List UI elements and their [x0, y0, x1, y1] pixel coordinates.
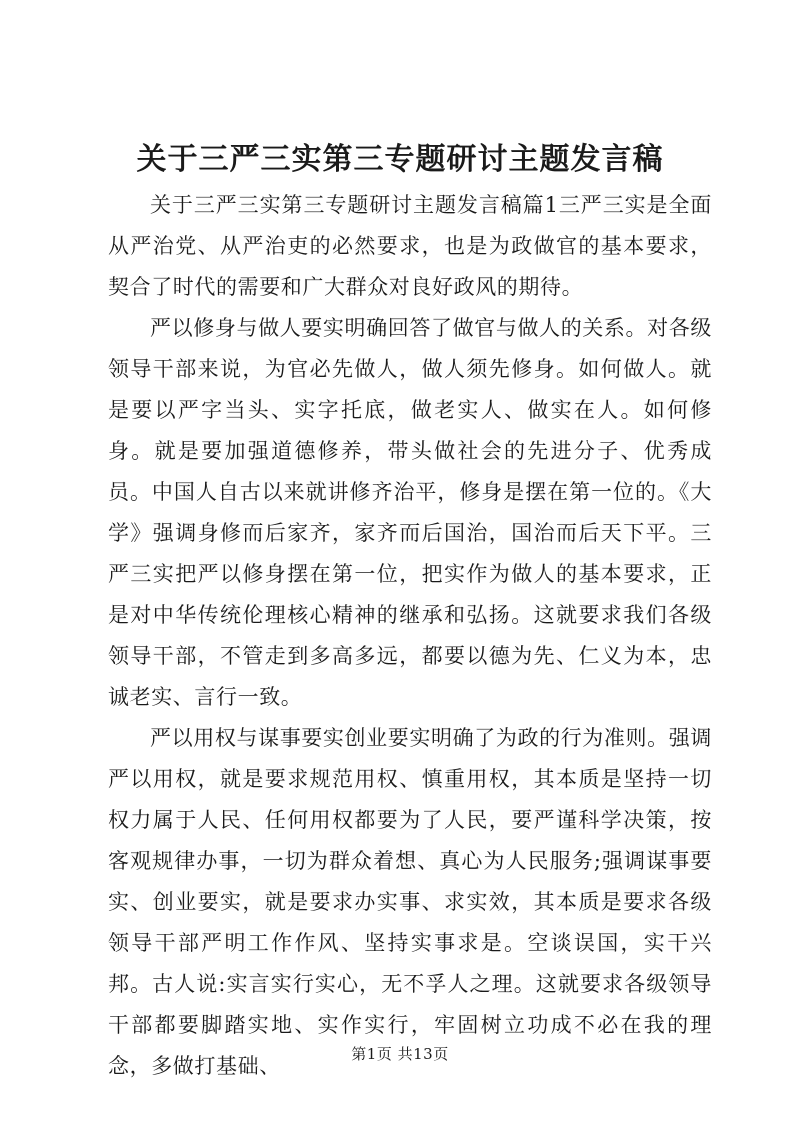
paragraph-3: 严以用权与谋事要实创业要实明确了为政的行为准则。强调严以用权，就是要求规范用权、慎重用权，其本质是坚持一切权力属于人民、任何用权都要为了人民，要严谨科学决策，按客观规律办事，一切为群众着想、真心为人民服务;强调谋事要实、创业要实，就是要求办实事、求实效，其本质是要求各级领导干部严明工作作风、坚持实事求是。空谈误国，实干兴邦。古人说:实言实行实心，无不孚人之理。这就要求各级领导干部都要脚踏实地、实作实行，牢固树立功成不必在我的理念，多做打基础、	[108, 726, 712, 1078]
paragraph-1: 关于三严三实第三专题研讨主题发言稿篇1三严三实是全面从严治党、从严治吏的必然要求，也是为政做官的基本要求，契合了时代的需要和广大群众对良好政风的期待。	[108, 193, 712, 299]
page-number-footer: 第1页 共13页	[351, 1045, 449, 1063]
paragraph-2: 严以修身与做人要实明确回答了做官与做人的关系。对各级领导干部来说，为官必先做人，做人须先修身。如何做人。就是要以严字当头、实字托底，做老实人、做实在人。如何修身。就是要加强道德修养，带头做社会的先进分子、优秀成员。中国人自古以来就讲修齐治平，修身是摆在第一位的。《大学》强调身修而后家齐，家齐而后国治，国治而后天下平。三严三实把严以修身摆在第一位，把实作为做人的基本要求，正是对中华传统伦理核心精神的继承和弘扬。这就要求我们各级领导干部，不管走到多高多远，都要以德为先、仁义为本，忠诚老实、言行一致。	[108, 316, 712, 709]
document-body	[108, 185, 712, 1087]
document-title: 关于三严三实第三专题研讨主题发言稿	[136, 142, 664, 177]
